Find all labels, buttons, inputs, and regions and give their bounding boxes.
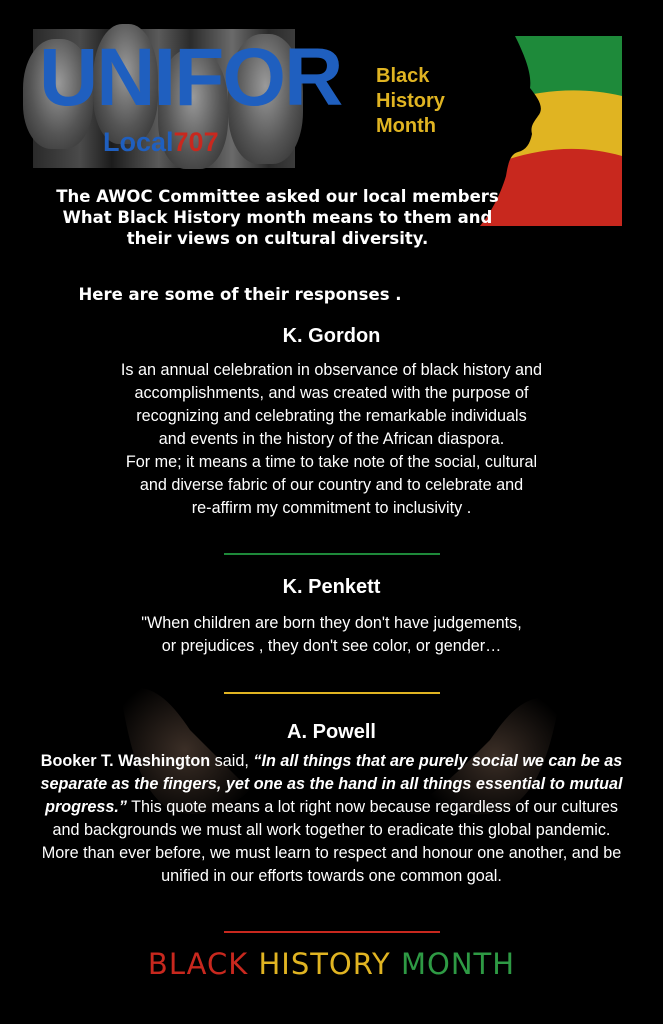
divider-green xyxy=(224,553,440,555)
response-text: Is an annual celebration in observance of black history and accomplishments, and was created with the purpose of recognizing and celebrating the remarkable individuals and events in the history of the African diaspora. For me; it means a time to take note of the social, cultural and diverse fabric of our country and to celebrate and re-affirm my commitment to inclusivity . xyxy=(120,361,543,517)
divider-yellow xyxy=(224,692,440,694)
logo-local-prefix: Local xyxy=(103,127,174,157)
quote-commentary: This quote means a lot right now because regardless of our cultures and backgrounds we must all work together to eradicate this global pandemic. More than ever before, we must learn to respect and honour one another, and be unified in our efforts towards one common goal. xyxy=(41,798,622,885)
footer-word-black: BLACK xyxy=(147,947,249,981)
quote-text: “In all things that are purely social we can be as separate as the fingers, yet one as the hand in all things essential to mutual progress.” xyxy=(40,752,623,816)
intro-responses-line: Here are some of their responses . xyxy=(78,285,402,304)
divider-red xyxy=(224,931,440,933)
bhm-badge-text: Black History Month xyxy=(376,65,445,137)
respondent-name: K. Penkett xyxy=(282,576,381,598)
intro-question: The AWOC Committee asked our local members What Black History month means to them and their views on cultural diversity. xyxy=(56,187,499,248)
response-text: "When children are born they don't have judgements, or prejudices , they don't see color, or gender… xyxy=(141,614,522,655)
logo-local-number: 707 xyxy=(173,127,219,157)
logo-wordmark: UNIFOR xyxy=(39,32,342,123)
respondent-name: K. Gordon xyxy=(282,325,381,347)
quote-speaker: Booker T. Washington xyxy=(40,752,211,770)
quote-said: said, xyxy=(210,752,254,770)
respondent-name: A. Powell xyxy=(287,721,376,743)
response-text xyxy=(40,750,623,888)
logo-local xyxy=(103,129,219,156)
footer-title xyxy=(0,944,663,984)
footer-word-history: HISTORY xyxy=(258,947,391,981)
unifor-logo xyxy=(33,29,342,168)
footer-word-month: MONTH xyxy=(401,947,516,981)
